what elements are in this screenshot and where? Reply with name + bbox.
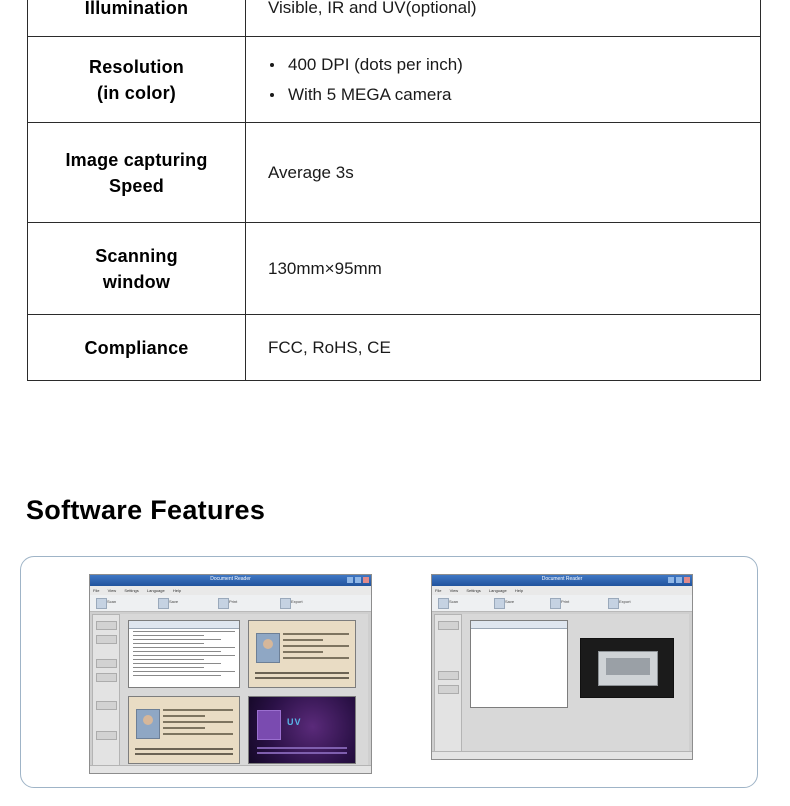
mrz-lines bbox=[135, 748, 233, 758]
list-item: With 5 MEGA camera bbox=[268, 80, 760, 110]
table-row bbox=[28, 315, 761, 381]
pane-block bbox=[438, 621, 459, 630]
toolbar bbox=[432, 595, 692, 612]
table-row bbox=[28, 223, 761, 315]
save-icon bbox=[158, 598, 169, 609]
export-icon bbox=[280, 598, 291, 609]
document-preview-card bbox=[470, 620, 568, 708]
uv-overlay-label: UV bbox=[287, 717, 302, 727]
infrared-preview-card bbox=[580, 638, 674, 698]
scan-icon bbox=[438, 598, 449, 609]
spec-label-cell bbox=[28, 37, 246, 123]
work-area bbox=[120, 614, 368, 770]
menu-item-help: Help bbox=[514, 588, 524, 593]
spec-label-line: window bbox=[102, 271, 171, 292]
visible-image-card bbox=[248, 620, 356, 688]
toolbar-label-scan: Scan bbox=[107, 599, 117, 604]
ocr-result-card bbox=[128, 620, 240, 688]
window-title: Document Reader bbox=[210, 576, 251, 582]
spec-value-cell bbox=[246, 123, 761, 223]
page-title: Software Features bbox=[26, 495, 266, 525]
spec-label-line: Scanning bbox=[95, 245, 178, 266]
portrait-photo bbox=[256, 633, 280, 663]
left-tool-pane bbox=[434, 614, 462, 756]
pane-block bbox=[96, 635, 117, 644]
spec-value-line: Average 3s bbox=[268, 162, 354, 182]
window-controls-icon bbox=[668, 577, 690, 583]
card-header bbox=[129, 621, 239, 629]
table-row bbox=[28, 0, 761, 37]
spec-label-line: Compliance bbox=[84, 337, 189, 358]
spec-value-cell bbox=[246, 0, 761, 37]
pane-block bbox=[96, 673, 117, 682]
menu-item-language: Language bbox=[488, 588, 507, 593]
toolbar-label-save: Save bbox=[505, 599, 515, 604]
window-titlebar bbox=[432, 575, 692, 586]
pane-block bbox=[96, 659, 117, 668]
spec-label-line: (in color) bbox=[97, 82, 176, 103]
menu-item-settings: Settings bbox=[466, 588, 481, 593]
portrait-photo bbox=[136, 709, 160, 739]
menu-item-file: File bbox=[435, 588, 442, 593]
infrared-image-card bbox=[128, 696, 240, 764]
spec-label-cell bbox=[28, 0, 246, 37]
menu-item-help: Help bbox=[172, 588, 182, 593]
menu-item-view: View bbox=[449, 588, 459, 593]
toolbar-label-print: Print bbox=[561, 599, 570, 604]
id-text-lines bbox=[163, 709, 233, 739]
work-area bbox=[462, 614, 689, 756]
software-screenshot-a bbox=[89, 574, 372, 774]
spec-label-line: Resolution bbox=[89, 56, 184, 77]
id-text-lines bbox=[283, 633, 349, 663]
toolbar-label-export: Export bbox=[619, 599, 631, 604]
card-header bbox=[471, 621, 567, 629]
toolbar-label-print: Print bbox=[229, 599, 238, 604]
spec-value-line: FCC, RoHS, CE bbox=[268, 337, 391, 357]
scanned-image bbox=[598, 651, 659, 687]
window-controls-icon bbox=[347, 577, 369, 583]
menu-item-language: Language bbox=[146, 588, 165, 593]
print-icon bbox=[218, 598, 229, 609]
toolbar-label-scan: Scan bbox=[449, 599, 459, 604]
status-bar bbox=[432, 751, 692, 759]
spec-value-cell bbox=[246, 223, 761, 315]
software-screenshots-panel bbox=[20, 556, 758, 788]
pane-block bbox=[438, 671, 459, 680]
table-row bbox=[28, 37, 761, 123]
spec-value-line: 130mm×95mm bbox=[268, 258, 382, 278]
pane-block bbox=[438, 685, 459, 694]
pane-block bbox=[96, 731, 117, 740]
spec-value-cell bbox=[246, 315, 761, 381]
mrz-lines bbox=[255, 672, 349, 682]
window-title: Document Reader bbox=[541, 576, 583, 582]
spec-label-line: Speed bbox=[108, 175, 165, 196]
toolbar-label-save: Save bbox=[169, 599, 179, 604]
menu-item-view: View bbox=[107, 588, 117, 593]
print-icon bbox=[550, 598, 561, 609]
menu-item-file: File bbox=[93, 588, 100, 593]
menu-item-settings: Settings bbox=[124, 588, 139, 593]
toolbar bbox=[90, 595, 371, 612]
text-lines bbox=[133, 631, 235, 679]
portrait-photo bbox=[257, 710, 281, 740]
spec-label-cell bbox=[28, 123, 246, 223]
save-icon bbox=[494, 598, 505, 609]
spec-label-cell bbox=[28, 223, 246, 315]
spec-value-bullets bbox=[268, 50, 760, 110]
spec-label-line: Image capturing bbox=[65, 149, 208, 170]
window-titlebar bbox=[90, 575, 371, 586]
toolbar-label-export: Export bbox=[291, 599, 303, 604]
left-tool-pane bbox=[92, 614, 120, 770]
mrz-lines bbox=[257, 747, 347, 757]
status-bar bbox=[90, 765, 371, 773]
spec-value-line: Visible, IR and UV(optional) bbox=[268, 0, 477, 17]
spec-value-cell bbox=[246, 37, 761, 123]
software-screenshot-b bbox=[431, 574, 693, 760]
pane-block bbox=[96, 701, 117, 710]
export-icon bbox=[608, 598, 619, 609]
scan-icon bbox=[96, 598, 107, 609]
specification-table bbox=[27, 0, 761, 381]
pane-block bbox=[96, 621, 117, 630]
ultraviolet-image-card bbox=[248, 696, 356, 764]
spec-label-cell bbox=[28, 315, 246, 381]
table-row bbox=[28, 123, 761, 223]
spec-label-line: Illumination bbox=[84, 0, 189, 18]
list-item: 400 DPI (dots per inch) bbox=[268, 50, 760, 80]
